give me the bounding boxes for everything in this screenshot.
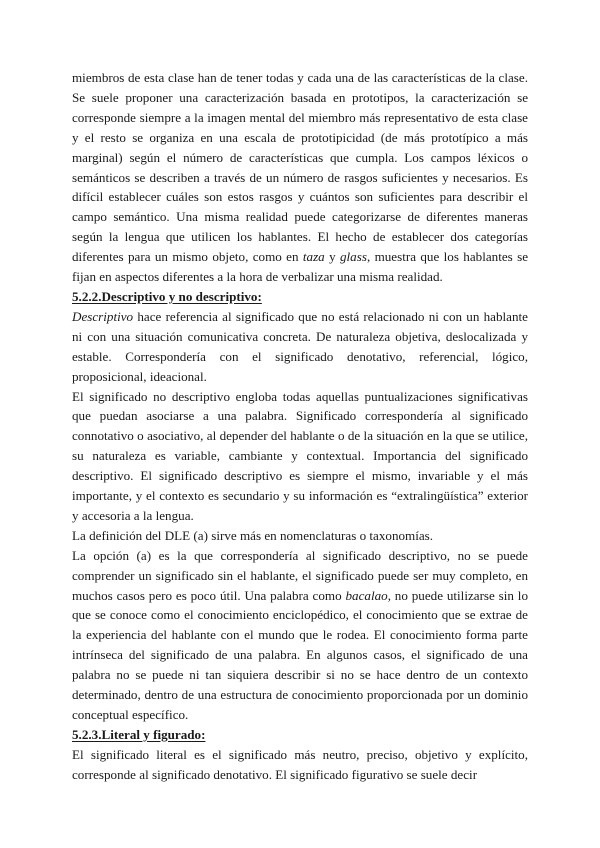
term-glass: glass — [340, 249, 367, 265]
paragraph-prototypes-ending: , muestra que los hablantes se fijan en aspectos diferentes a la hora de verbalizar una misma realidad. — [72, 249, 529, 285]
paragraph-descriptive — [72, 307, 528, 387]
paragraph-literal: El significado literal es el significado más neutro, preciso, objetivo y explícito, corresponde al significado denotativo. El significado figurativo se suele decir — [72, 746, 528, 782]
paragraph-prototypes-text: miembros de esta clase han de tener todas y cada una de las características de la clase. Se suele proponer una caracterización basada en prototipos, la caracterización se corresponde siempre a la imagen mental del miembro más representativo de esta clase y el resto se organiza en una escala de prototipicidad (de más prototípico a más marginal) según el número de características que cumpla. Los campos léxicos o semánticos se describen a través de un número de rasgos suficientes y necesarios. Es difícil establecer cuáles son estos rasgos y cuántos son suficientes para describir el campo semántico. Una misma realidad puede categorizarse de diferentes maneras según la lengua que utilicen los hablantes. El hecho de establecer dos categorías diferentes para un mismo objeto, como en — [72, 70, 528, 265]
term-descriptivo: Descriptivo — [72, 308, 134, 324]
paragraph-non-descriptive: El significado no descriptivo engloba todas aquellas puntualizaciones significativas que puedan asociarse a una palabra. Significado correspondería al significado connotativo o asociativo, al depender del hablante o de la situación en la que se utilice, su naturaleza es variable, cambiante y contextual. Importancia del significado descriptivo. El significado descriptivo es siempre el mismo, invariable y el más importante, y el contexto es secundario y su información es “extralingüística” exterior y accesoria a la lengua. — [72, 388, 528, 523]
section-heading-descriptive: 5.2.2.Descriptivo y no descriptivo: — [72, 288, 262, 304]
section-heading-literal: 5.2.3.Literal y figurado: — [72, 726, 206, 742]
paragraph-descriptive-text: hace referencia al significado que no está relacionado ni con un hablante ni con una situación comunicativa concreta. De naturaleza objetiva, deslocalizada y estable. Correspondería con el significado denotativo, referencial, lógico, proposicional, ideacional. — [72, 308, 528, 384]
paragraph-prototypes — [72, 68, 528, 287]
paragraph-option-a — [72, 546, 528, 725]
term-bacalao: bacalao — [345, 587, 388, 603]
paragraph-option-a-ending: , no puede utilizarse sin lo que se conoce como el conocimiento enciclopédico, el conocimiento que se extrae de la experiencia del hablante con el mundo que le rodea. El conocimiento forma parte intrínseca del significado de una palabra. En algunos casos, el significado de una palabra no se puede ni tan siquiera describir si no se hace dentro de un contexto determinado, dentro de una estructura de conocimiento proporcionada por un dominio conceptual específico. — [72, 587, 528, 722]
paragraph-dle-definition: La definición del DLE (a) sirve más en nomenclaturas o taxonomías. — [72, 527, 434, 543]
paragraph-prototypes-joiner: y — [324, 249, 340, 265]
paragraph-option-a-text: La opción (a) es la que correspondería al significado descriptivo, no se puede comprender un significado sin el hablante, el significado puede ser muy completo, en muchos casos pero es poco útil. Una palabra como — [72, 547, 528, 603]
term-taza: taza — [302, 249, 325, 265]
